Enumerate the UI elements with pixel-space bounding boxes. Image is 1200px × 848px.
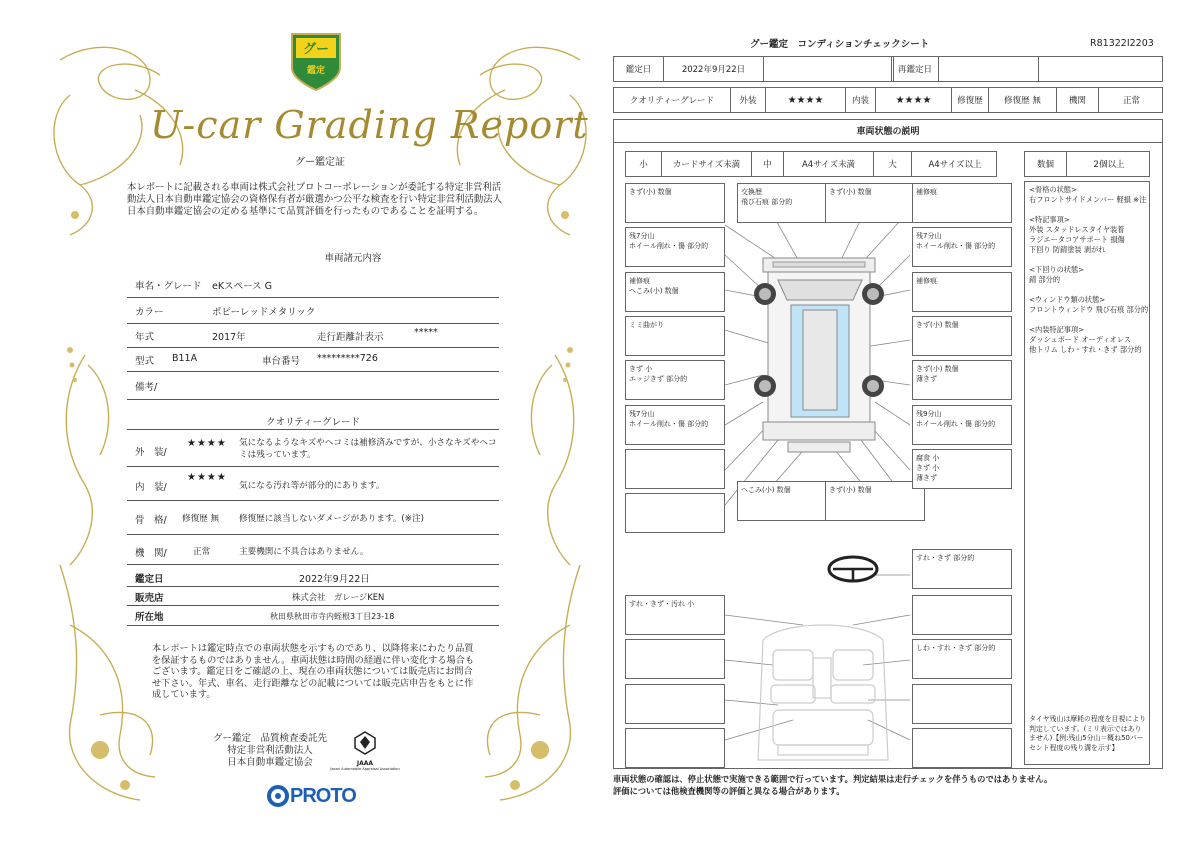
goo-kantei-badge [288,30,344,92]
note-top-1: 交換歴 飛び石痕 部分的 [737,183,837,223]
spec-chassis-label: 車台番号 [262,356,301,367]
note-left-4: ミミ曲がり [625,316,725,356]
footer-line-1: 車両状態の確認は、停止状態で実施できる範囲で行っています。判定結果は走行チェックを伴うものではありません。 [613,774,1053,784]
spec-model-label: 型式 [135,356,155,367]
spec-row-name [127,271,499,298]
engine-label: 機 関/ [135,548,167,559]
jaaa-text: JAAA [356,760,374,767]
badge-top-text: グー [302,42,329,57]
note-right-6: 残9分山 ホイール削れ・傷 部分的 [912,405,1012,445]
side-note-line: <骨格の状態> [1029,185,1077,194]
spec-row-remarks [127,371,499,400]
side-note-line [1029,255,1145,265]
note-top-2: きず(小) 数個 [825,183,925,223]
count-label: 数個 [1025,152,1067,176]
info-dealer-value: 株式会社 ガレージKEN [292,592,385,602]
side-notes-column [1024,181,1150,765]
size-small-desc: カードサイズ未満 [662,152,752,176]
interior-stars: ★★★★ [187,472,227,483]
info-date-value: 2022年9月22日 [299,574,370,585]
note-right-3: 補修痕 [912,272,1012,312]
engine-value: 正常 [193,547,211,557]
note-right-12 [912,728,1012,768]
sheet-code: R81322I2203 [1090,38,1154,49]
side-note-line: 右フロントサイドメンバー 軽損 ※注 [1029,195,1147,204]
exterior-stars: ★★★★ [187,438,227,449]
spec-mileage-value: ***** [414,327,438,338]
jaaa-logo [330,730,400,771]
date-label: 鑑定日 [614,57,664,81]
repair-label: 修復歴 [952,88,989,112]
frame-value: 修復歴 無 [182,514,220,524]
footer-line-2: 評価については他検査機関等の評価と異なる場合があります。 [613,786,845,796]
engine-value: 正常 [1122,96,1140,106]
size-mid-label: 中 [752,152,784,176]
note-left-11 [625,684,725,724]
note-right-4: きず(小) 数個 [912,316,1012,356]
quality-row-engine [127,534,499,565]
engine-text: 主要機関に不具合はありません。 [239,547,369,557]
interior-label: 内 装/ [135,482,167,493]
note-right-9 [912,595,1012,635]
note-right-11 [912,684,1012,724]
issuer-line-1: グー鑑定 品質検査委託先 [212,733,327,744]
engine-label: 機関 [1057,88,1099,112]
sheet-title: グー鑑定 コンディションチェックシート [750,39,930,50]
spec-row-color [127,297,499,324]
disclaimer-paragraph: 本レポートは鑑定時点での車両状態を示すものであり、以降将来にわたり品質を保証するものではありません。車両状態は時間の経過に伴い変化する場合もございます。鑑定日をご確認の上、現在の車両状態については販売店にお問合せ下さい。年式、車名、走行距離などの記載については販売店申告をもとに作成しています。 [152,643,475,700]
note-right-1: 補修痕 [912,183,1012,223]
note-right-8: すれ・きず 部分的 [912,549,1012,589]
side-notes-list [1029,185,1149,355]
spec-section-title: 車両諸元内容 [324,253,382,264]
info-dealer-label: 販売店 [135,593,164,604]
certificate-subtitle: グー鑑定証 [295,157,345,168]
spec-color-label: カラー [135,307,164,318]
quality-row [613,87,1163,113]
side-note-line: ダッシュボード オーディオレス [1029,335,1131,344]
info-address-label: 所在地 [135,612,164,623]
int-label: 内装 [846,88,876,112]
repair-value: 修復歴 無 [989,88,1057,112]
spec-row-year [127,323,499,348]
note-left-3: 補修痕 へこみ(小) 数個 [625,272,725,312]
steering-wheel-icon [829,557,877,581]
side-note-line [1029,205,1145,215]
car-top-view [754,258,884,452]
note-right-5: きず(小) 数個 薄きず [912,360,1012,400]
ext-label: 外装 [731,88,766,112]
badge-bottom-text: 鑑定 [306,66,325,76]
spec-mileage-label: 走行距離計表示 [317,332,384,343]
frame-text: 修復歴に該当しないダメージがあります。(※注) [239,514,424,524]
exterior-label: 外 装/ [135,447,167,458]
spec-remarks-label: 備考/ [135,382,158,393]
size-large-desc: A4サイズ以上 [928,160,982,170]
info-address-value: 秋田県秋田市寺内蛭根3丁目23-18 [270,612,395,621]
info-row-dealer [127,586,499,606]
side-note-line: ラジエータコアサポート 損傷 [1029,235,1125,244]
side-note-line: <ウィンドウ類の状態> [1029,295,1106,304]
note-left-2: 残7分山 ホイール削れ・傷 部分的 [625,227,725,267]
quality-label: クオリティーグレード [614,88,731,112]
spec-year-label: 年式 [135,332,155,343]
side-note-line: フロントウィンドウ 飛び石痕 部分的 [1029,305,1149,314]
spec-name-value: eKスペース G [212,281,272,292]
car-interior-view [758,625,888,760]
info-row-address [127,605,499,626]
spec-name-label: 車名・グレード [135,281,202,292]
note-left-7 [625,449,725,489]
quality-row-exterior [127,430,499,467]
int-stars: ★★★★ [876,88,952,112]
spec-chassis-value: *********726 [317,353,378,364]
size-small-label: 小 [626,152,662,176]
info-date-label: 鑑定日 [135,574,164,585]
intro-paragraph: 本レポートに記載される車両は株式会社プロトコーポレーションが委託する特定非営利活動法人日本自動車鑑定協会の資格保有者が厳選かつ公平な検査を行い特定非営利活動法人日本自動車鑑定協会の定める基準にて品質評価を行ったものであることを証明する。 [127,182,503,217]
note-left-10 [625,639,725,679]
note-right-10: しわ・すれ・きず 部分的 [912,639,1012,679]
spec-color-value: ポピーレッドメタリック [212,307,316,318]
side-note-line: <内装特記事項> [1029,325,1085,334]
size-large-label: 大 [874,152,912,176]
date-blank [764,57,894,81]
side-note-line: <下回りの状態> [1029,265,1085,274]
quality-section-title: クオリティーグレード [265,417,361,428]
condition-title: 車両状態の説明 [613,119,1163,143]
side-note-line: 下回り 防錆塗装 剥がれ [1029,245,1106,254]
count-legend [1024,151,1150,177]
side-note-line: 錆 部分的 [1029,275,1061,284]
note-bottom-1: へこみ(小) 数個 [737,481,837,521]
note-left-8 [625,493,725,533]
note-left-9: すれ・きず・汚れ 小 [625,595,725,635]
tire-note: タイヤ残山は摩耗の程度を目視により判定しています。(ミリ表示ではありません)【例:残山5分山＝概ね50パーセント程度の残り溝を示す】 [1029,715,1147,752]
exterior-text: 気になるようなキズやヘコミは補修済みですが、小さなキズやヘコミは残っています。 [239,438,497,460]
size-mid-desc: A4サイズ未満 [784,152,874,176]
note-right-7: 腐食 小 きず 小 薄きず [912,449,1012,489]
side-note-line: 外装 スタッドレスタイヤ装着 [1029,225,1125,234]
ext-stars: ★★★★ [766,88,846,112]
redate-blank [1039,57,1164,81]
quality-row-frame [127,500,499,535]
proto-mark-icon [267,785,289,807]
info-row-date [127,568,499,587]
side-note-line: 他トリム しわ・すれ・きず 部分的 [1029,345,1142,354]
spec-row-model [127,347,499,372]
spec-year-value: 2017年 [212,332,246,343]
side-note-line [1029,285,1145,295]
count-desc: 2個以上 [1093,160,1125,170]
grading-certificate [40,25,600,825]
issuer-line-3: 日本自動車鑑定協会 [227,757,313,768]
side-note-line [1029,315,1145,325]
note-left-5: きず 小 エッジきず 部分的 [625,360,725,400]
issuer-line-2: 特定非営利活動法人 [227,745,313,756]
report-title: U-car Grading Report [150,103,589,147]
quality-row-interior [127,466,499,501]
interior-text: 気になる汚れ等が部分的にあります。 [239,481,385,491]
note-left-6: 残7分山 ホイール削れ・傷 部分的 [625,405,725,445]
proto-logo [267,783,356,809]
date-row [613,56,1163,82]
jaaa-subtext: Japan Automobile Appraisal Association [330,767,400,771]
note-left-12 [625,728,725,768]
note-right-2: 残7分山 ホイール削れ・傷 部分的 [912,227,1012,267]
redate-value [939,57,1039,81]
side-note-line: <特記事項> [1029,215,1070,224]
spec-model-value: B11A [172,353,198,364]
frame-label: 骨 格/ [135,515,167,526]
proto-text: PROTO [290,784,356,807]
redate-label: 再鑑定日 [891,57,939,81]
note-left-1: きず(小) 数個 [625,183,725,223]
note-bottom-2: きず(小) 数個 [825,481,925,521]
date-value: 2022年9月22日 [664,57,764,81]
size-legend [625,151,997,177]
